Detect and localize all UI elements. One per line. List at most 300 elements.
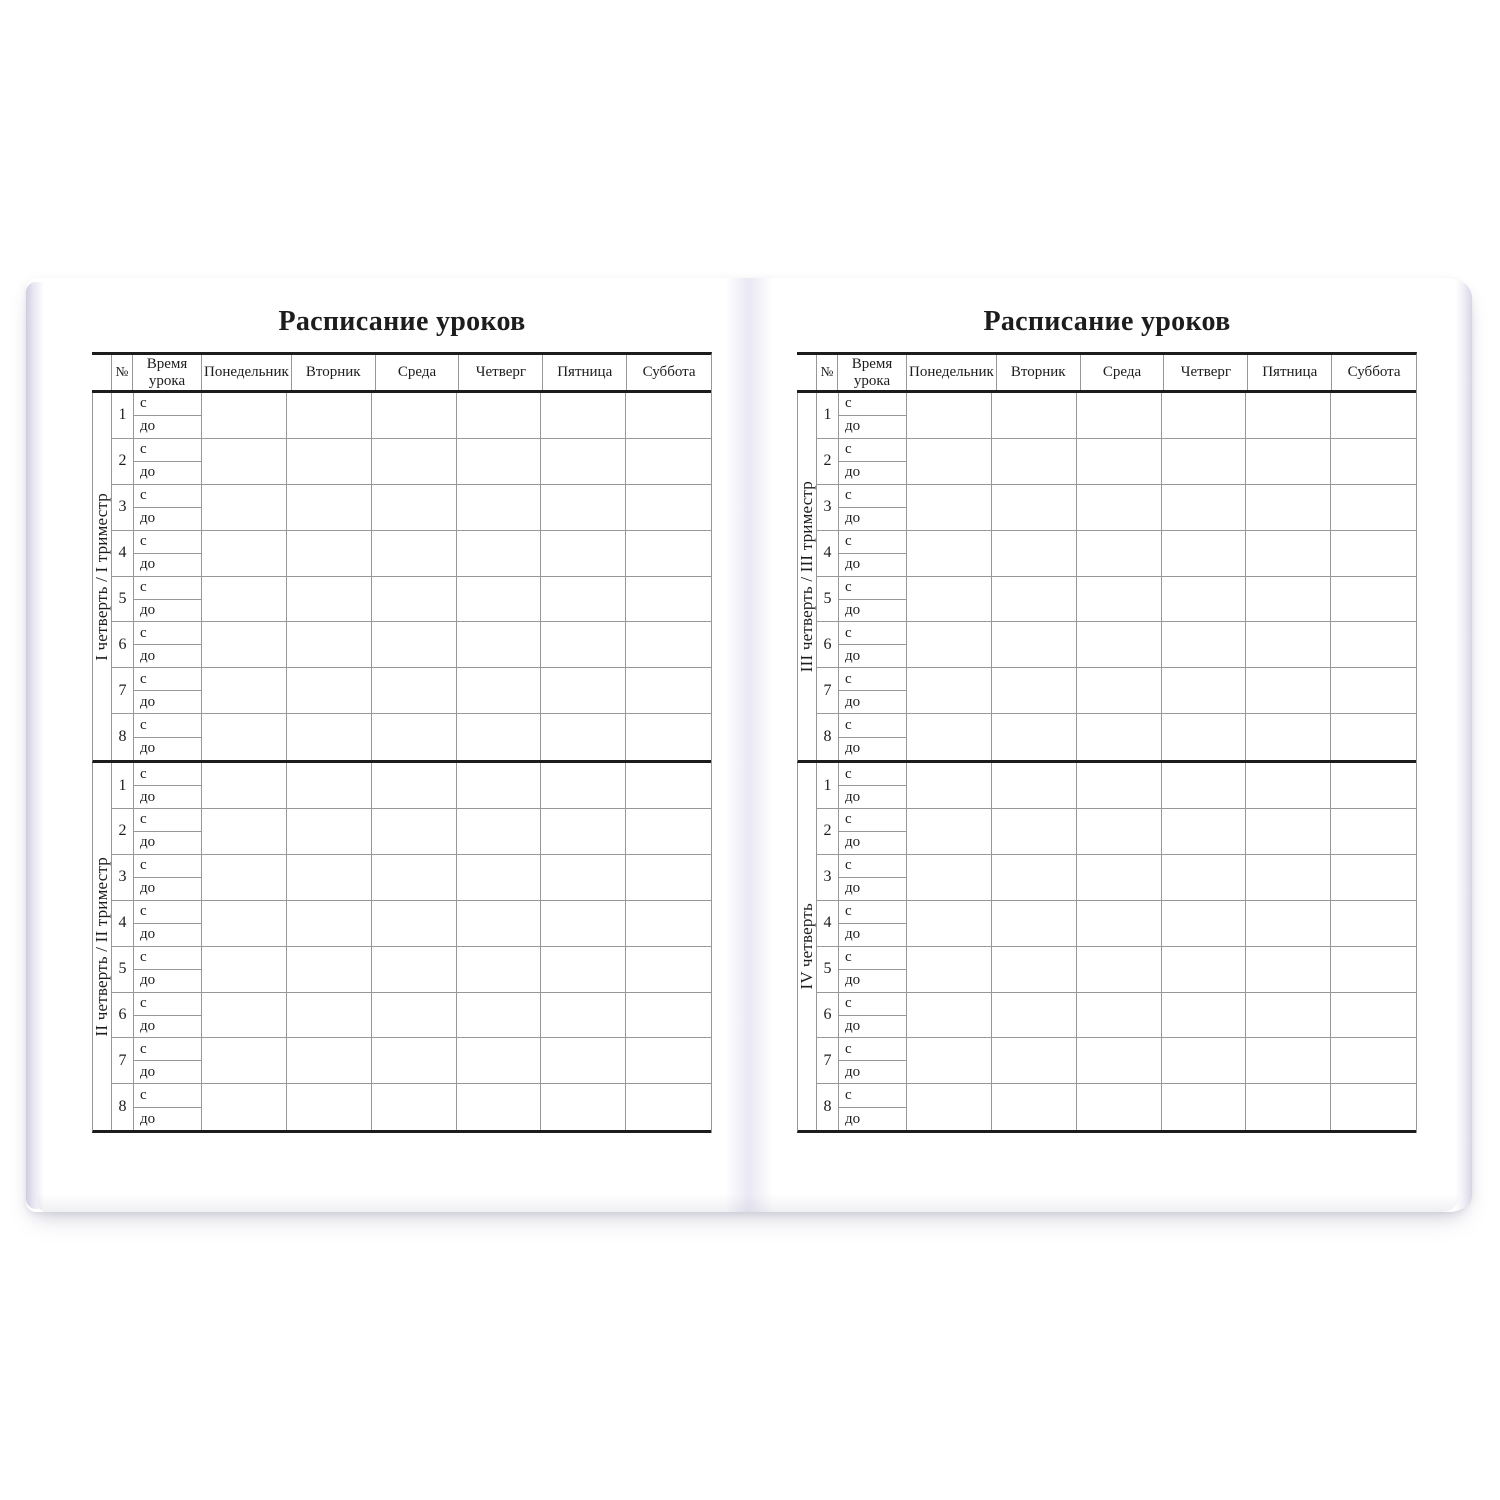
schedule-cell-wednesday xyxy=(372,577,457,622)
lesson-time-cell xyxy=(133,1038,202,1083)
schedule-cell-friday xyxy=(1246,763,1331,808)
page-stack-edge-left xyxy=(26,282,46,1209)
schedule-cell-thursday xyxy=(457,1038,542,1083)
lesson-row xyxy=(817,439,1416,485)
page-stack-edge-right xyxy=(1454,280,1472,1210)
schedule-cell-saturday xyxy=(626,577,711,622)
schedule-cell-thursday xyxy=(1162,855,1247,900)
lesson-number: 1 xyxy=(823,406,832,424)
time-to-label: до xyxy=(845,834,861,851)
time-from-label: с xyxy=(839,622,906,645)
column-header-num: № xyxy=(112,355,133,390)
schedule-cell-friday xyxy=(1246,947,1331,992)
schedule-cell-wednesday xyxy=(372,668,457,713)
schedule-cell-monday xyxy=(907,763,992,808)
column-header-thursday: Четверг xyxy=(459,355,543,390)
schedule-cell-monday xyxy=(202,668,287,713)
time-from-label: с xyxy=(134,393,201,416)
schedule-page-right xyxy=(797,302,1417,1133)
schedule-table xyxy=(797,352,1417,1133)
schedule-cell-saturday xyxy=(626,668,711,713)
time-to-label: до xyxy=(140,834,156,851)
time-from-label: с xyxy=(839,439,906,462)
lesson-time-cell xyxy=(838,1084,907,1130)
schedule-cell-friday xyxy=(1246,668,1331,713)
lesson-row xyxy=(817,947,1416,993)
lesson-time-cell xyxy=(133,763,202,808)
time-from-label: с xyxy=(839,763,906,786)
schedule-cell-tuesday xyxy=(992,531,1077,576)
schedule-cell-wednesday xyxy=(1077,1084,1162,1130)
lesson-row xyxy=(112,855,711,901)
lesson-number: 2 xyxy=(118,452,127,470)
schedule-cell-monday xyxy=(202,622,287,667)
time-to-label: до xyxy=(140,880,156,897)
time-from-label: с xyxy=(839,809,906,832)
schedule-cell-saturday xyxy=(626,855,711,900)
schedule-cell-thursday xyxy=(1162,993,1247,1038)
time-from-label: с xyxy=(839,993,906,1016)
time-from-label: с xyxy=(134,763,201,786)
schedule-cell-thursday xyxy=(1162,668,1247,713)
schedule-cell-friday xyxy=(1246,1038,1331,1083)
schedule-cell-thursday xyxy=(457,763,542,808)
time-from-label: с xyxy=(134,714,201,737)
schedule-cell-wednesday xyxy=(1077,439,1162,484)
schedule-cell-monday xyxy=(907,714,992,760)
schedule-cell-monday xyxy=(202,439,287,484)
column-header-saturday: Суббота xyxy=(1347,364,1401,381)
schedule-cell-saturday xyxy=(626,947,711,992)
schedule-cell-monday xyxy=(907,393,992,438)
lesson-number: 4 xyxy=(118,544,127,562)
schedule-cell-thursday xyxy=(457,993,542,1038)
schedule-cell-wednesday xyxy=(1077,1038,1162,1083)
column-header-monday: Понедельник xyxy=(202,355,292,390)
quarter-block-2 xyxy=(92,763,711,1133)
schedule-cell-tuesday xyxy=(287,947,372,992)
schedule-cell-tuesday xyxy=(992,577,1077,622)
lesson-row xyxy=(112,622,711,668)
lesson-number: 7 xyxy=(118,681,127,699)
schedule-cell-saturday xyxy=(1331,1084,1416,1130)
schedule-cell-thursday xyxy=(1162,947,1247,992)
lesson-rows xyxy=(112,393,711,760)
quarter-label: IV четверть xyxy=(797,903,816,990)
lesson-row xyxy=(112,763,711,809)
schedule-cell-tuesday xyxy=(992,855,1077,900)
column-header-thursday: Четверг xyxy=(1164,355,1248,390)
schedule-cell-monday xyxy=(907,485,992,530)
schedule-cell-monday xyxy=(202,393,287,438)
schedule-cell-thursday xyxy=(1162,393,1247,438)
lesson-row xyxy=(112,714,711,760)
schedule-cell-thursday xyxy=(457,855,542,900)
lesson-number: 7 xyxy=(823,1051,832,1069)
lesson-row xyxy=(817,485,1416,531)
schedule-cell-tuesday xyxy=(992,1084,1077,1130)
lesson-time-cell xyxy=(838,577,907,622)
schedule-cell-saturday xyxy=(1331,714,1416,760)
time-to-label: до xyxy=(140,464,156,481)
quarter-label-cell xyxy=(93,393,112,760)
schedule-cell-tuesday xyxy=(992,947,1077,992)
lesson-row xyxy=(817,901,1416,947)
lesson-time-cell xyxy=(838,393,907,438)
quarter-label-cell xyxy=(93,763,112,1130)
schedule-cell-saturday xyxy=(626,439,711,484)
schedule-cell-thursday xyxy=(457,439,542,484)
time-from-label: с xyxy=(134,993,201,1016)
time-from-label: с xyxy=(134,809,201,832)
schedule-cell-saturday xyxy=(1331,393,1416,438)
time-to-label: до xyxy=(845,880,861,897)
lesson-number: 5 xyxy=(118,590,127,607)
schedule-cell-saturday xyxy=(1331,947,1416,992)
lesson-time-cell xyxy=(133,993,202,1038)
quarter-column-header-spacer xyxy=(797,355,817,390)
schedule-cell-friday xyxy=(1246,993,1331,1038)
lesson-number: 2 xyxy=(823,822,832,840)
schedule-cell-saturday xyxy=(1331,993,1416,1038)
schedule-cell-wednesday xyxy=(372,531,457,576)
schedule-cell-friday xyxy=(541,809,626,854)
time-to-label: до xyxy=(845,1110,861,1127)
schedule-cell-saturday xyxy=(626,531,711,576)
quarter-label: III четверть / III триместр xyxy=(797,480,816,673)
lesson-number: 8 xyxy=(118,728,127,746)
time-to-label: до xyxy=(140,510,156,527)
schedule-cell-wednesday xyxy=(372,763,457,808)
time-from-label: с xyxy=(134,947,201,970)
schedule-cell-saturday xyxy=(1331,577,1416,622)
column-header-wednesday: Среда xyxy=(1081,355,1165,390)
column-header-tuesday: Вторник xyxy=(997,355,1081,390)
time-to-label: до xyxy=(140,693,156,710)
time-to-label: до xyxy=(845,418,861,435)
time-from-label: с xyxy=(134,531,201,554)
schedule-cell-tuesday xyxy=(992,668,1077,713)
schedule-cell-monday xyxy=(202,763,287,808)
schedule-cell-thursday xyxy=(457,668,542,713)
schedule-cell-thursday xyxy=(1162,763,1247,808)
time-from-label: с xyxy=(839,531,906,554)
lesson-number: 3 xyxy=(823,498,832,516)
schedule-cell-wednesday xyxy=(372,947,457,992)
schedule-cell-monday xyxy=(907,947,992,992)
quarter-label-cell xyxy=(798,393,817,760)
lesson-row xyxy=(817,714,1416,760)
schedule-cell-friday xyxy=(541,439,626,484)
schedule-cell-monday xyxy=(907,668,992,713)
schedule-cell-monday xyxy=(907,809,992,854)
lesson-row xyxy=(817,809,1416,855)
lesson-row xyxy=(112,485,711,531)
quarter-block-3 xyxy=(797,393,1416,763)
time-to-label: до xyxy=(845,556,861,573)
lesson-time-cell xyxy=(838,439,907,484)
time-from-label: с xyxy=(134,1084,201,1107)
lesson-time-cell xyxy=(838,855,907,900)
time-to-label: до xyxy=(140,1110,156,1127)
schedule-cell-wednesday xyxy=(372,439,457,484)
schedule-cell-friday xyxy=(541,714,626,760)
schedule-cell-tuesday xyxy=(992,763,1077,808)
lesson-row xyxy=(112,947,711,993)
lesson-row xyxy=(112,1084,711,1130)
lesson-number: 4 xyxy=(823,544,832,562)
schedule-cell-friday xyxy=(1246,622,1331,667)
lesson-time-cell xyxy=(838,809,907,854)
schedule-cell-saturday xyxy=(626,1038,711,1083)
schedule-cell-wednesday xyxy=(372,393,457,438)
schedule-cell-friday xyxy=(1246,1084,1331,1130)
schedule-cell-friday xyxy=(1246,439,1331,484)
lesson-number: 6 xyxy=(823,635,832,653)
schedule-cell-saturday xyxy=(626,901,711,946)
schedule-cell-tuesday xyxy=(287,393,372,438)
lesson-time-cell xyxy=(133,855,202,900)
lesson-time-cell xyxy=(133,531,202,576)
schedule-cell-friday xyxy=(541,393,626,438)
lesson-rows xyxy=(817,393,1416,760)
schedule-cell-tuesday xyxy=(287,1084,372,1130)
quarter-label: I четверть / I триместр xyxy=(92,492,111,661)
schedule-cell-saturday xyxy=(1331,1038,1416,1083)
schedule-cell-saturday xyxy=(1331,855,1416,900)
lesson-number: 5 xyxy=(118,960,127,978)
schedule-cell-monday xyxy=(202,855,287,900)
lesson-number: 7 xyxy=(823,681,832,699)
lesson-time-cell xyxy=(133,439,202,484)
schedule-cell-friday xyxy=(1246,855,1331,900)
column-header-monday: Понедельник xyxy=(907,355,997,390)
schedule-cell-tuesday xyxy=(287,993,372,1038)
time-to-label: до xyxy=(845,601,861,618)
schedule-cell-friday xyxy=(1246,577,1331,622)
lesson-number: 2 xyxy=(118,822,127,840)
schedule-cell-wednesday xyxy=(1077,485,1162,530)
schedule-cell-tuesday xyxy=(992,622,1077,667)
schedule-cell-tuesday xyxy=(287,763,372,808)
time-from-label: с xyxy=(839,947,906,970)
table-header-row xyxy=(797,355,1416,393)
schedule-cell-friday xyxy=(1246,531,1331,576)
schedule-cell-monday xyxy=(202,531,287,576)
time-from-label: с xyxy=(839,1084,906,1107)
lesson-row xyxy=(112,393,711,439)
time-from-label: с xyxy=(134,901,201,924)
schedule-cell-thursday xyxy=(1162,1084,1247,1130)
time-from-label: с xyxy=(134,855,201,878)
schedule-cell-tuesday xyxy=(992,1038,1077,1083)
lesson-number: 7 xyxy=(118,1051,127,1069)
schedule-cell-monday xyxy=(202,1084,287,1130)
time-from-label: с xyxy=(134,1038,201,1061)
schedule-cell-monday xyxy=(202,714,287,760)
time-to-label: до xyxy=(140,1063,156,1080)
schedule-cell-monday xyxy=(202,577,287,622)
schedule-cell-wednesday xyxy=(372,1038,457,1083)
lesson-time-cell xyxy=(838,485,907,530)
schedule-table xyxy=(92,352,712,1133)
lesson-time-cell xyxy=(133,393,202,438)
lesson-time-cell xyxy=(133,622,202,667)
time-to-label: до xyxy=(140,788,156,805)
lesson-rows xyxy=(817,763,1416,1130)
lesson-number: 6 xyxy=(118,1006,127,1024)
lesson-number: 1 xyxy=(118,406,127,424)
schedule-cell-monday xyxy=(907,531,992,576)
schedule-cell-tuesday xyxy=(287,668,372,713)
schedule-cell-thursday xyxy=(1162,439,1247,484)
schedule-cell-monday xyxy=(907,1038,992,1083)
schedule-cell-friday xyxy=(541,947,626,992)
lesson-number: 4 xyxy=(823,914,832,932)
schedule-cell-friday xyxy=(541,577,626,622)
column-header-wednesday: Среда xyxy=(376,355,460,390)
schedule-cell-monday xyxy=(202,947,287,992)
column-header-num: № xyxy=(817,355,838,390)
schedule-cell-saturday xyxy=(626,1084,711,1130)
lesson-row xyxy=(817,622,1416,668)
lesson-time-cell xyxy=(133,947,202,992)
schedule-cell-wednesday xyxy=(372,714,457,760)
lesson-row xyxy=(112,531,711,577)
schedule-cell-thursday xyxy=(457,809,542,854)
schedule-cell-wednesday xyxy=(372,1084,457,1130)
schedule-cell-monday xyxy=(202,1038,287,1083)
schedule-cell-friday xyxy=(1246,714,1331,760)
schedule-cell-wednesday xyxy=(1077,393,1162,438)
schedule-cell-thursday xyxy=(457,531,542,576)
schedule-cell-saturday xyxy=(626,485,711,530)
time-from-label: с xyxy=(839,1038,906,1061)
schedule-cell-wednesday xyxy=(1077,531,1162,576)
schedule-cell-monday xyxy=(907,901,992,946)
schedule-cell-tuesday xyxy=(287,485,372,530)
schedule-cell-friday xyxy=(541,993,626,1038)
time-to-label: до xyxy=(845,740,861,757)
time-from-label: с xyxy=(839,485,906,508)
time-from-label: с xyxy=(134,622,201,645)
schedule-cell-tuesday xyxy=(992,714,1077,760)
column-header-time: Время урока xyxy=(133,355,202,390)
schedule-cell-monday xyxy=(202,809,287,854)
schedule-cell-monday xyxy=(202,485,287,530)
quarter-block-1 xyxy=(92,393,711,763)
time-to-label: до xyxy=(140,556,156,573)
schedule-cell-thursday xyxy=(1162,577,1247,622)
lesson-row xyxy=(112,439,711,485)
lesson-row xyxy=(817,855,1416,901)
schedule-cell-tuesday xyxy=(992,901,1077,946)
schedule-cell-saturday xyxy=(1331,809,1416,854)
lesson-number: 6 xyxy=(118,635,127,653)
schedule-cell-saturday xyxy=(626,993,711,1038)
schedule-cell-friday xyxy=(541,1084,626,1130)
schedule-cell-wednesday xyxy=(1077,947,1162,992)
lesson-time-cell xyxy=(838,947,907,992)
schedule-cell-wednesday xyxy=(372,855,457,900)
schedule-cell-tuesday xyxy=(287,855,372,900)
schedule-cell-saturday xyxy=(626,809,711,854)
schedule-cell-saturday xyxy=(626,763,711,808)
quarter-column-header-spacer xyxy=(92,355,112,390)
lesson-rows xyxy=(112,763,711,1130)
time-from-label: с xyxy=(839,901,906,924)
schedule-cell-tuesday xyxy=(287,1038,372,1083)
schedule-cell-thursday xyxy=(1162,622,1247,667)
lesson-number: 1 xyxy=(118,776,127,794)
lesson-time-cell xyxy=(133,901,202,946)
lesson-number: 8 xyxy=(118,1098,127,1116)
time-to-label: до xyxy=(845,788,861,805)
schedule-cell-friday xyxy=(541,485,626,530)
lesson-time-cell xyxy=(838,668,907,713)
lesson-time-cell xyxy=(838,531,907,576)
page-title: Расписание уроков xyxy=(983,306,1231,337)
time-to-label: до xyxy=(845,647,861,664)
time-to-label: до xyxy=(845,510,861,527)
lesson-row xyxy=(112,993,711,1039)
time-from-label: с xyxy=(134,439,201,462)
lesson-time-cell xyxy=(838,901,907,946)
schedule-cell-thursday xyxy=(457,393,542,438)
schedule-cell-saturday xyxy=(626,393,711,438)
schedule-cell-saturday xyxy=(1331,531,1416,576)
column-header-tuesday: Вторник xyxy=(292,355,376,390)
schedule-cell-monday xyxy=(907,855,992,900)
lesson-time-cell xyxy=(133,1084,202,1130)
lesson-number: 6 xyxy=(823,1006,832,1024)
lesson-time-cell xyxy=(838,993,907,1038)
time-to-label: до xyxy=(140,972,156,989)
schedule-cell-wednesday xyxy=(372,622,457,667)
time-to-label: до xyxy=(140,647,156,664)
lesson-number: 1 xyxy=(823,776,832,794)
quarter-label-cell xyxy=(798,763,817,1130)
lesson-number: 4 xyxy=(118,914,127,932)
schedule-cell-wednesday xyxy=(372,993,457,1038)
time-to-label: до xyxy=(140,926,156,943)
lesson-time-cell xyxy=(133,577,202,622)
schedule-cell-wednesday xyxy=(1077,763,1162,808)
schedule-cell-monday xyxy=(907,622,992,667)
time-to-label: до xyxy=(845,1063,861,1080)
time-to-label: до xyxy=(140,601,156,618)
time-from-label: с xyxy=(839,393,906,416)
lesson-number: 3 xyxy=(118,868,127,886)
schedule-cell-saturday xyxy=(1331,622,1416,667)
lesson-row xyxy=(817,577,1416,623)
column-header-saturday: Суббота xyxy=(642,364,696,381)
time-from-label: с xyxy=(839,577,906,600)
schedule-cell-wednesday xyxy=(1077,714,1162,760)
lesson-row xyxy=(817,993,1416,1039)
lesson-row xyxy=(817,1084,1416,1130)
schedule-cell-thursday xyxy=(1162,714,1247,760)
lesson-time-cell xyxy=(133,485,202,530)
schedule-cell-friday xyxy=(1246,901,1331,946)
time-from-label: с xyxy=(839,668,906,691)
schedule-cell-wednesday xyxy=(1077,668,1162,713)
schedule-cell-saturday xyxy=(1331,439,1416,484)
schedule-cell-wednesday xyxy=(1077,993,1162,1038)
schedule-cell-saturday xyxy=(1331,485,1416,530)
time-to-label: до xyxy=(845,464,861,481)
table-header-row xyxy=(92,355,711,393)
